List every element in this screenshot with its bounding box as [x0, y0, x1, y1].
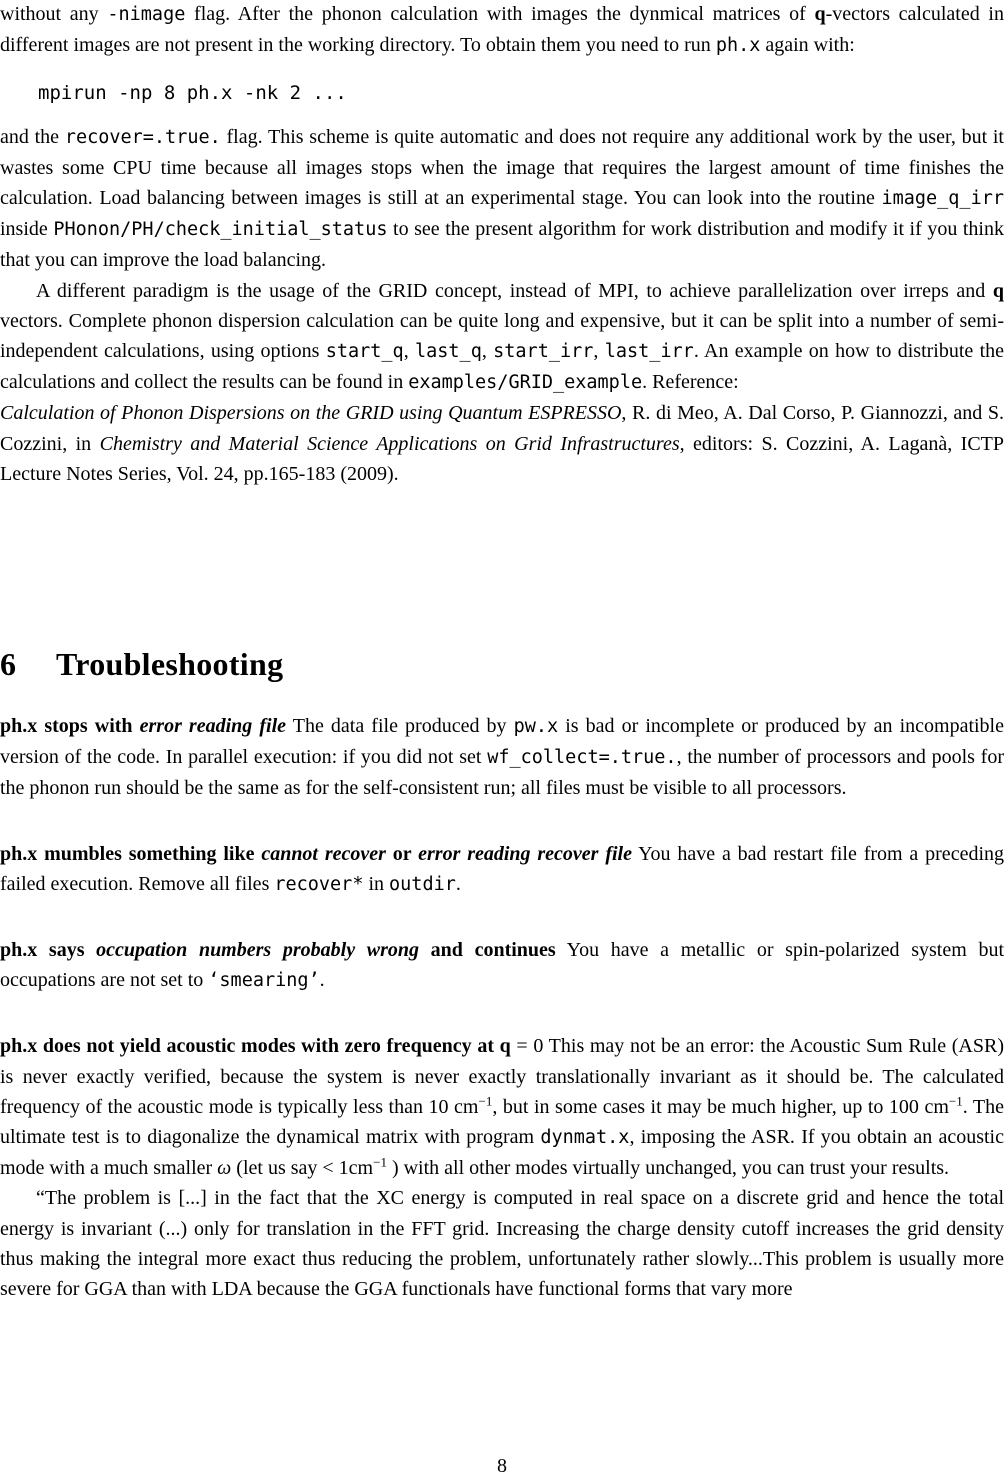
- item-acoustic-modes: ph.x does not yield acoustic modes with zero frequency at q = 0 This may not be an error: the Acoustic Sum Rule (ASR) is never exactly verified, because the system is never exactly translationally invariant as it should be. The calculated frequency of the acoustic mode is typically less than 10 $cm^{-1}$, but in some cases it may be much higher, up to 100 $cm^{-1}$. The ultimate test is to diagonalize the dynamical matrix with program dynmat.x, imposing the ASR. If you obtain an acoustic mode with a much smaller ω (let us say < $1cm^{-1}$ ) with all other modes virtually unchanged, you can trust your results.: [0, 1035, 1004, 1180]
- item-heading: ph.x does not yield acoustic modes with zero frequency at q = 0: [0, 1035, 544, 1058]
- code-recover-star: recover*: [274, 873, 364, 895]
- page-number: 8: [497, 1455, 507, 1477]
- q-symbol: q: [814, 3, 826, 25]
- reference-title: Calculation of Phonon Dispersions on the GRID using Quantum ESPRESSO: [0, 402, 622, 425]
- code-block-mpirun: mpirun -np 8 ph.x -nk 2 ...: [38, 82, 347, 105]
- section-number: 6: [0, 646, 17, 682]
- paragraph-quote: “The problem is [...] in the fact that the XC energy is computed in real space on a discrete grid and hence the total energy is invariant (...) only for translation in the FFT grid. Increasing the charge density cutoff increases the grid density thus making the integral more exact thus reducing the problem, unfortunately rather slowly...This problem is usually more severe for GGA than with LDA because the GGA functionals have functional forms that vary more: [0, 1187, 1004, 1301]
- code-phx: ph.x: [715, 35, 761, 57]
- code-start-irr: start_irr: [493, 341, 594, 363]
- top-text-block: [0, 0, 1004, 489]
- code-grid-example: examples/GRID_example: [408, 372, 643, 394]
- item-heading: ph.x says occupation numbers probably wrong and continues: [0, 939, 556, 962]
- item-occupation-numbers: ph.x says occupation numbers probably wrong and continues You have a metallic or spin-polarized system but occupations are not set to ‘smearing’.: [0, 939, 1004, 992]
- code-nimage: -nimage: [107, 4, 186, 25]
- code-dynmat: dynmat.x: [540, 1127, 630, 1149]
- code-last-irr: last_irr: [604, 341, 694, 363]
- paragraph-reference: Calculation of Phonon Dispersions on the GRID using Quantum ESPRESSO, R. di Meo, A. Dal Corso, P. Giannozzi, and S. Cozzini, in Chemistry and Material Science Applications on Grid Infrastructures, editors: S. Cozzini, A. Laganà, ICTP Lecture Notes Series, Vol. 24, pp.165-183 (2009).: [0, 402, 1004, 485]
- code-start-q: start_q: [325, 341, 404, 363]
- troubleshooting-block: [0, 711, 1004, 1304]
- item-heading: ph.x stops with error reading file: [0, 715, 287, 737]
- item-error-reading-file: ph.x stops with error reading file The data file produced by pw.x is bad or incomplete or produced by an incompatible version of the code. In parallel execution: if you did not set wf_collect=.true., the number of processors and pools for the phonon run should be the same as for the self-consistent run; all files must be visible to all processors.: [0, 715, 1004, 800]
- section-title: Troubleshooting: [56, 646, 284, 682]
- paragraph-grid: A different paradigm is the usage of the GRID concept, instead of MPI, to achieve parallelization over irreps and q vectors. Complete phonon dispersion calculation can be quite long and expensive, but it can be split into a number of semi-independent calculations, using options start_q, last_q, start_irr, last_irr. An example on how to distribute the calculations and collect the results can be found in examples/GRID_example. Reference:: [0, 279, 1004, 394]
- code-last-q: last_q: [415, 341, 482, 363]
- code-check-initial-status: PHonon/PH/check_initial_status: [53, 219, 388, 241]
- item-heading: ph.x mumbles something like cannot recover or error reading recover file: [0, 842, 632, 865]
- paragraph-recover: and the recover=.true. flag. This scheme is quite automatic and does not require any additional work by the user, but it wastes some CPU time because all images stops when the image that requires the largest amount of time finishes the calculation. Load balancing between images is still at an experimental stage. You can look into the routine image_q_irr inside PHonon/PH/check_initial_status to see the present algorithm for work distribution and modify it if you think that you can improve the load balancing.: [0, 125, 1004, 272]
- code-outdir: outdir: [389, 873, 456, 895]
- code-smearing: ‘smearing’: [208, 970, 320, 992]
- code-image-q-irr: image_q_irr: [881, 188, 1004, 210]
- section-heading: [0, 646, 283, 683]
- code-recover: recover=.true.: [64, 126, 221, 148]
- code-pwx: pw.x: [513, 716, 559, 737]
- code-wf-collect: wf_collect=.true.: [487, 747, 677, 769]
- paragraph-nimage: without any -nimage flag. After the phonon calculation with images the dynmical matrices of q-vectors calculated in different images are not present in the working directory. To obtain them you need to run ph.x again with:: [0, 3, 1004, 57]
- q-symbol: q: [992, 279, 1004, 302]
- reference-book-title: Chemistry and Material Science Applications on Grid Infrastructures: [99, 432, 680, 455]
- item-cannot-recover: ph.x mumbles something like cannot recover or error reading recover file You have a bad restart file from a preceding failed execution. Remove all files recover* in outdir.: [0, 842, 1004, 895]
